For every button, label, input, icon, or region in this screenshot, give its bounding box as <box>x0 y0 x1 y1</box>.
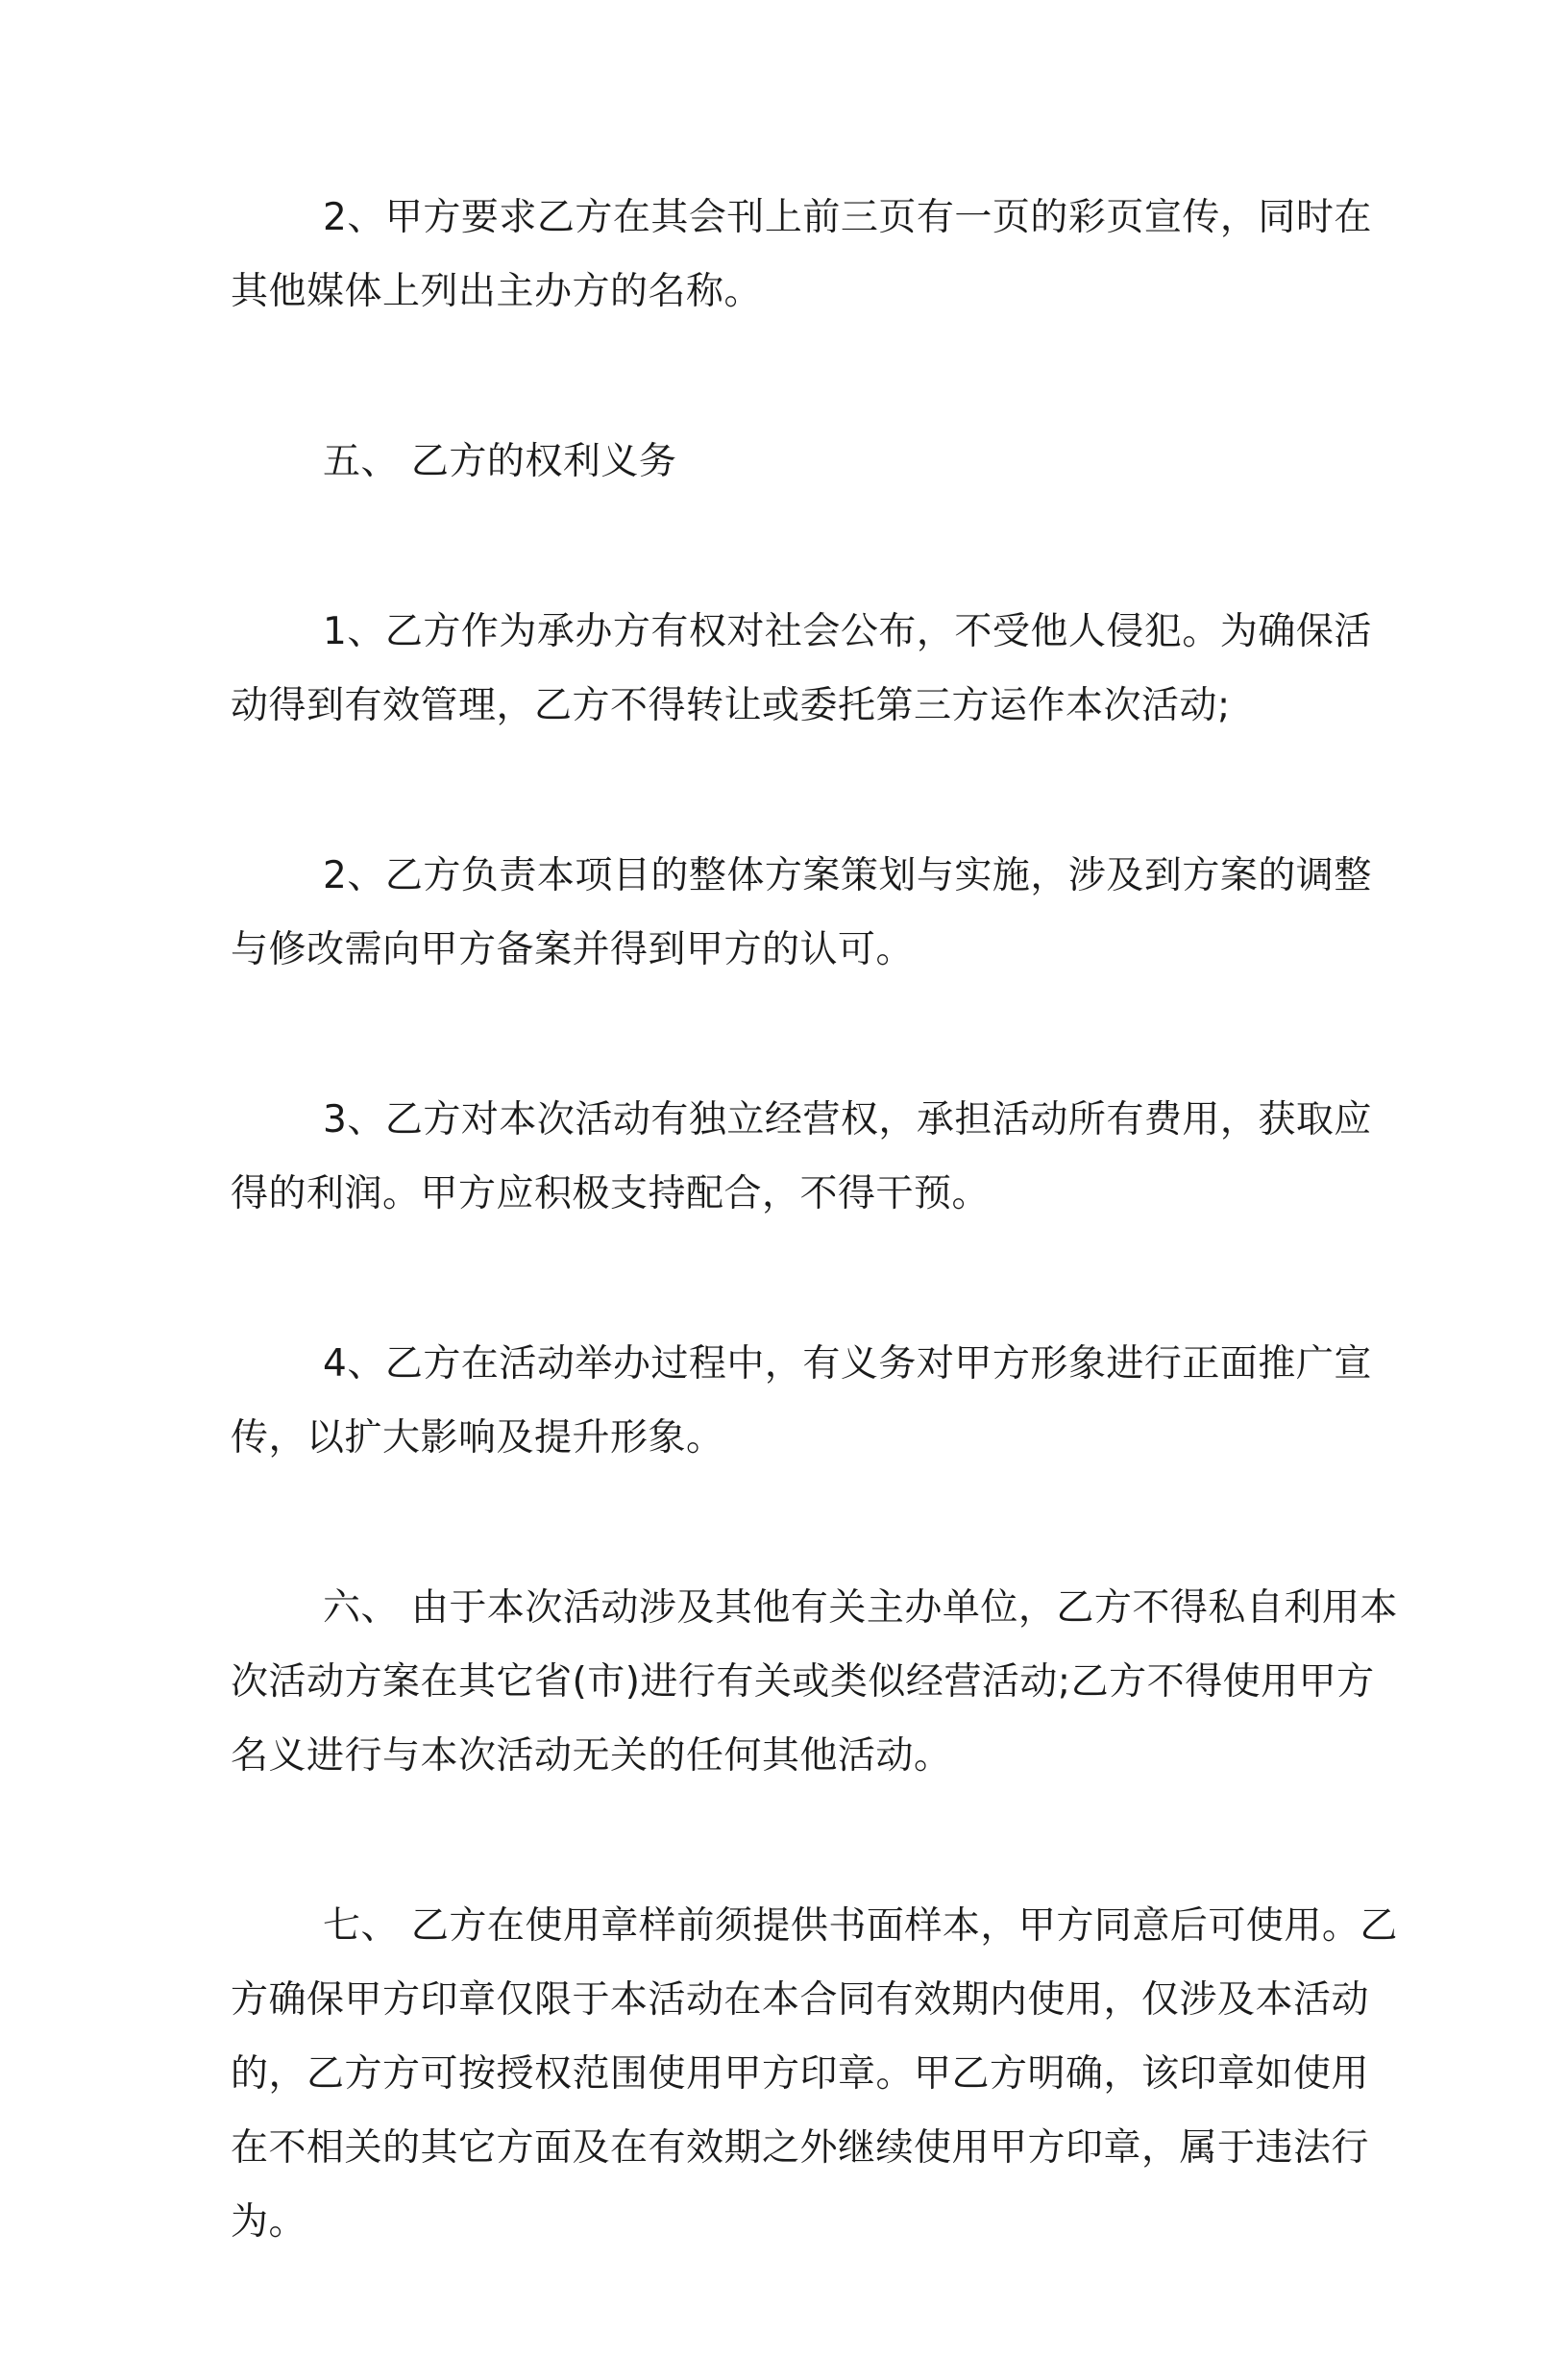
paragraph-5-4 <box>231 1327 1372 1475</box>
text-line: 在不相关的其它方面及在有效期之外继续使用甲方印章，属于违法行 <box>231 2126 1370 2170</box>
text-line: 与修改需向甲方备案并得到甲方的认可。 <box>231 928 915 971</box>
text-line: 得的利润。甲方应积极支持配合，不得干预。 <box>231 1172 991 1215</box>
paragraph-5-2 <box>231 839 1372 987</box>
section-heading-5 <box>231 425 1326 499</box>
text-line: 的，乙方方可按授权范围使用甲方印章。甲乙方明确，该印章如使用 <box>231 2052 1370 2096</box>
text-line: 次活动方案在其它省(市)进行有关或类似经营活动;乙方不得使用甲方 <box>231 1660 1375 1704</box>
text-line: 其他媒体上列出主办方的名称。 <box>231 270 763 313</box>
text-line: 七、 乙方在使用章样前须提供书面样本，甲方同意后可使用。乙 <box>323 1904 1398 1948</box>
text-line: 方确保甲方印章仅限于本活动在本合同有效期内使用，仅涉及本活动 <box>231 1978 1370 2022</box>
text-line: 1、乙方作为承办方有权对社会公布，不受他人侵犯。为确保活 <box>323 610 1372 653</box>
text-line: 3、乙方对本次活动有独立经营权，承担活动所有费用，获取应 <box>323 1098 1372 1141</box>
paragraph-5-1 <box>231 595 1372 743</box>
text-line: 动得到有效管理，乙方不得转让或委托第三方运作本次活动; <box>231 684 1231 727</box>
text-line: 名义进行与本次活动无关的任何其他活动。 <box>231 1734 952 1778</box>
text-line: 五、 乙方的权利义务 <box>323 440 677 483</box>
section-6-paragraph <box>231 1571 1398 1793</box>
text-line: 传，以扩大影响及提升形象。 <box>231 1416 724 1460</box>
text-line: 2、乙方负责本项目的整体方案策划与实施，涉及到方案的调整 <box>323 854 1372 897</box>
paragraph-4-2 <box>231 181 1372 329</box>
section-7-paragraph <box>231 1889 1398 2259</box>
text-line: 2、甲方要求乙方在其会刊上前三页有一页的彩页宣传，同时在 <box>323 196 1372 239</box>
text-line: 六、 由于本次活动涉及其他有关主办单位，乙方不得私自利用本 <box>323 1586 1398 1630</box>
paragraph-5-3 <box>231 1083 1372 1231</box>
text-line: 为。 <box>231 2200 307 2244</box>
text-line: 4、乙方在活动举办过程中，有义务对甲方形象进行正面推广宣 <box>323 1342 1372 1386</box>
